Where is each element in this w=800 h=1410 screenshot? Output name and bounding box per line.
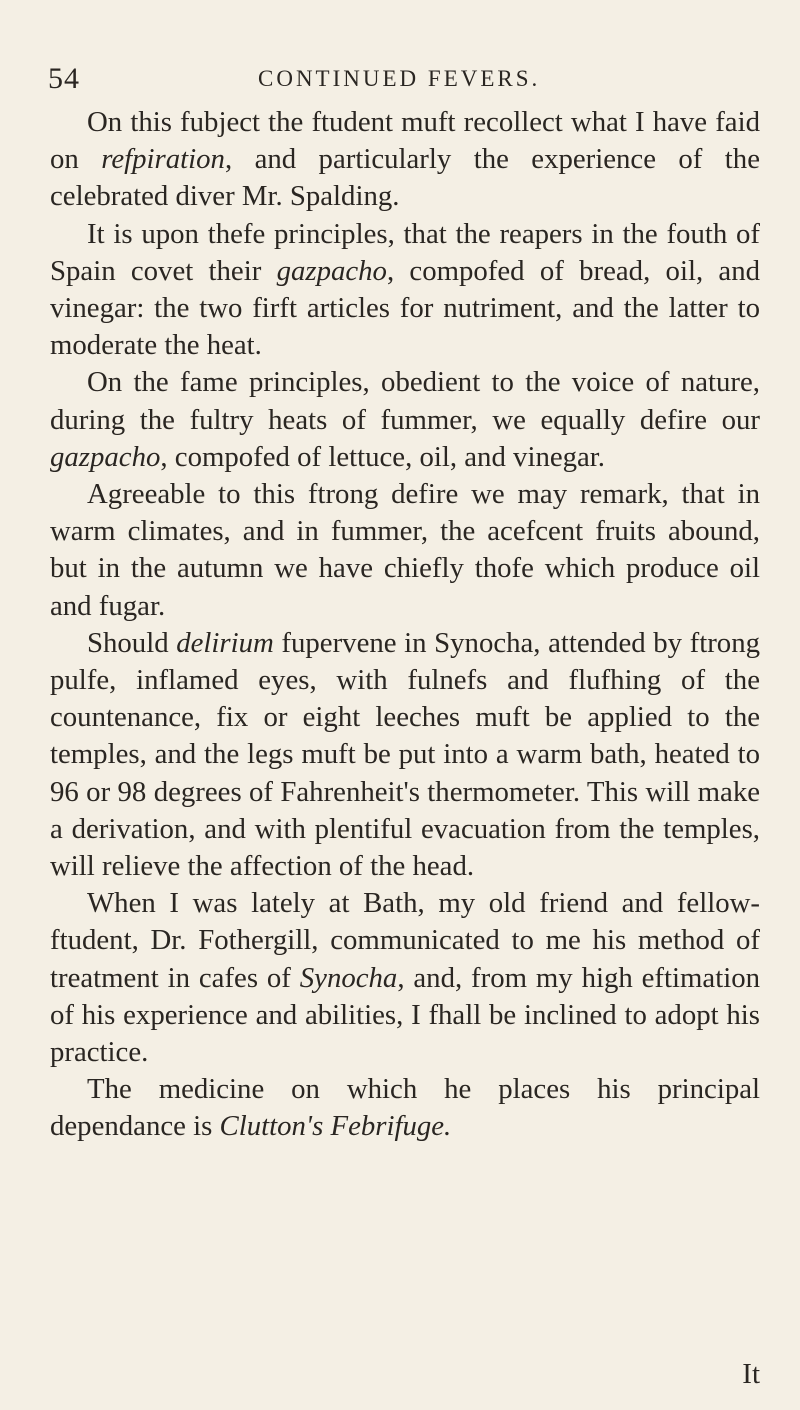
paragraph: The medicine on which he places his principal dependance is Clutton's Febrifuge. (50, 1073, 760, 1143)
paragraph: When I was lately at Bath, my old friend and fellow-ftudent, Dr. Fothergill, communicated to me his method of treatment in cafes of Synocha, and, from my high eftimation of his experience and abilities, I fhall be inclined to adopt his practice. (50, 887, 760, 1069)
page-header (48, 56, 768, 96)
catchword: It (742, 1358, 760, 1390)
running-head: CONTINUED FEVERS. (258, 66, 541, 91)
paragraph: Should delirium fupervene in Synocha, attended by ftrong pulfe, inflamed eyes, with fulnefs and flufhing of the countenance, fix or eight leeches muft be applied to the temples, and the legs muft be put into a warm bath, heated to 96 or 98 degrees of Fahrenheit's thermometer. This will make a derivation, and with plentiful evacuation from the temples, will relieve the affection of the head. (50, 626, 761, 883)
paragraph: It is upon thefe principles, that the reapers in the fouth of Spain covet their gazpacho, compofed of bread, oil, and vinegar: the two firft articles for nutriment, and the latter to moderate the heat. (50, 217, 760, 362)
paragraph: On this fubject the ftudent muft recollect what I have faid on refpiration, and particularly the experience of the celebrated diver Mr. Spalding. (50, 106, 760, 213)
page-number: 54 (48, 62, 80, 95)
paragraph: On the fame principles, obedient to the voice of nature, during the fultry heats of fummer, we equally defire our gazpacho, compofed of lettuce, oil, and vinegar. (50, 366, 760, 473)
body-text (50, 104, 760, 1146)
paragraph: Agreeable to this ftrong defire we may remark, that in warm climates, and in fummer, the acefcent fruits abound, but in the autumn we have chiefly thofe which produce oil and fugar. (50, 478, 760, 622)
